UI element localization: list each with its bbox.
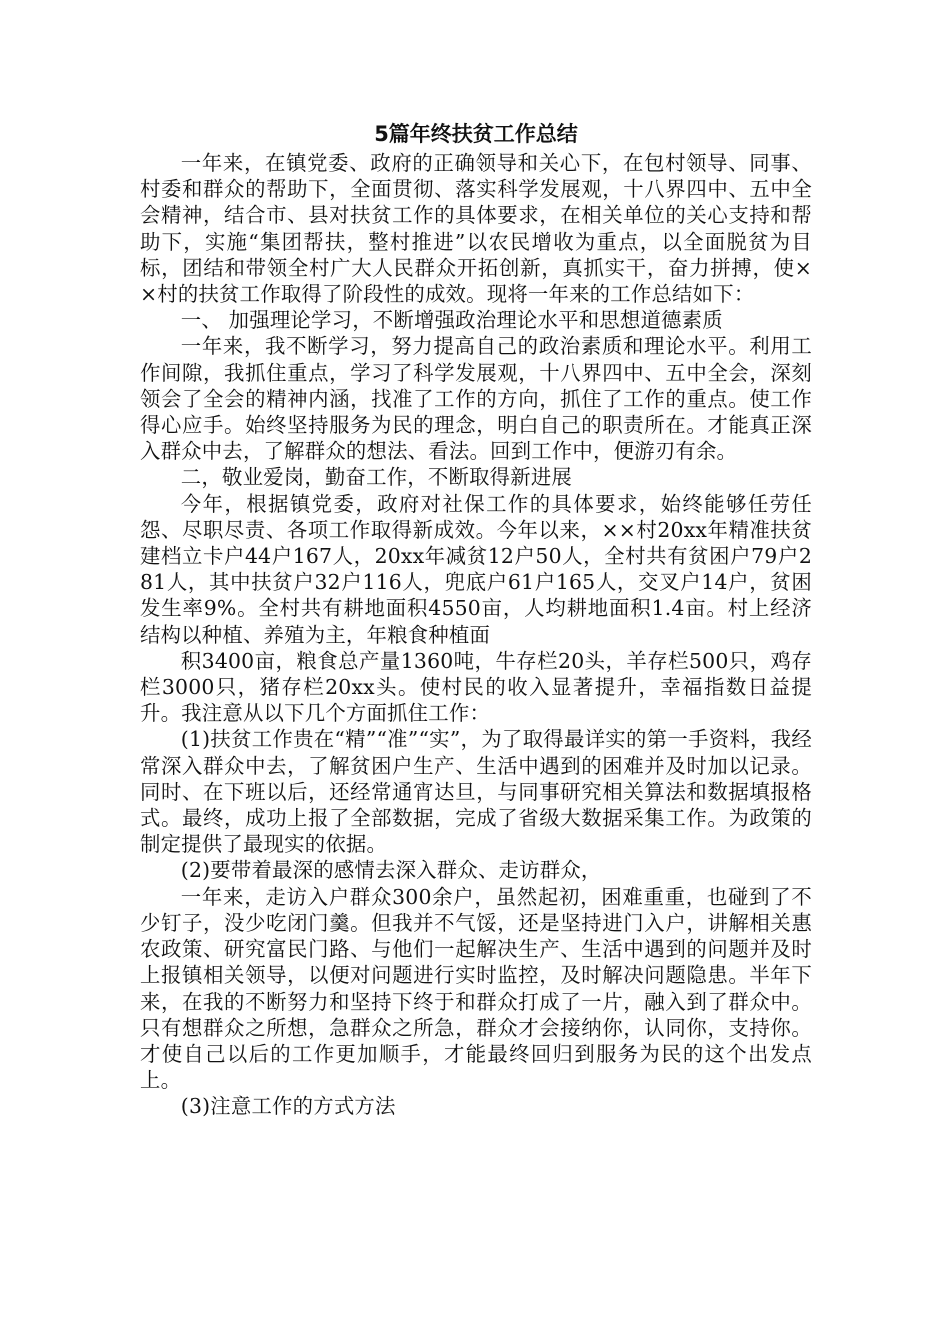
paragraph-progress: 今年，根据镇党委，政府对社保工作的具体要求，始终能够任劳任怨、尽职尽责、各项工作取得新成效。今年以来，××村20xx年精准扶贫建档立卡户44户167人，20xx年减贫12户50人，全村共有贫困户79户281人，其中扶贫户32户116人，兜底户61户165人，交叉户14户，贫困发生率9%。全村共有耕地面积4550亩，人均耕地面积1.4亩。村上经济结构以种植、养殖为主，年粮食种植面	[140, 491, 812, 647]
paragraph-intro: 一年来，在镇党委、政府的正确领导和关心下，在包村领导、同事、村委和群众的帮助下，全面贯彻、落实科学发展观，十八界四中、五中全会精神，结合市、县对扶贫工作的具体要求，在相关单位的关心支持和帮助下，实施“集团帮扶，整村推进”以农民增收为重点，以全面脱贫为目标，团结和带领全村广大人民群众开拓创新，真抓实干，奋力拼搏，使××村的扶贫工作取得了阶段性的成效。现将一年来的工作总结如下：	[140, 151, 812, 307]
paragraph-visits: 一年来，走访入户群众300余户，虽然起初，困难重重，也碰到了不少钉子，没少吃闭门羹。但我并不气馁，还是坚持进门入户，讲解相关惠农政策、研究富民门路、与他们一起解决生产、生活中遇到的问题并及时上报镇相关领导，以便对问题进行实时监控，及时解决问题隐患。半年下来，在我的不断努力和坚持下终于和群众打成了一片，融入到了群众中。只有想群众之所想，急群众之所急，群众才会接纳你，认同你，支持你。才使自己以后的工作更加顺手，才能最终回归到服务为民的这个出发点上。	[140, 884, 812, 1093]
paragraph-livestock: 积3400亩，粮食总产量1360吨，牛存栏20头，羊存栏500只，鸡存栏3000只，猪存栏20xx头。使村民的收入显著提升，幸福指数日益提升。我注意从以下几个方面抓住工作：	[140, 648, 812, 726]
section-heading-2: 二，敬业爱岗，勤奋工作，不断取得新进展	[180, 465, 573, 490]
paragraph-item-3: (3)注意工作的方式方法	[180, 1094, 396, 1119]
section-heading-1: 一、 加强理论学习，不断增强政治理论水平和思想道德素质	[180, 308, 723, 333]
document-page	[140, 118, 812, 1120]
paragraph-item-2: (2)要带着最深的感情去深入群众、走访群众，	[180, 858, 602, 883]
paragraph-study: 一年来，我不断学习，努力提高自己的政治素质和理论水平。利用工作间隙，我抓住重点，学习了科学发展观，十八界四中、五中全会，深刻领会了全会的精神内涵，找准了工作的方向，抓住了工作的重点。使工作得心应手。始终坚持服务为民的理念，明白自己的职责所在。才能真正深入群众中去，了解群众的想法、看法。回到工作中，便游刃有余。	[140, 334, 812, 464]
paragraph-item-1: (1)扶贫工作贵在“精”“准”“实”，为了取得最详实的第一手资料，我经常深入群众中去，了解贫困户生产、生活中遇到的困难并及时加以记录。同时、在下班以后，还经常通宵达旦，与同事研究相关算法和数据填报格式。最终，成功上报了全部数据，完成了省级大数据采集工作。为政策的制定提供了最现实的依据。	[140, 727, 812, 857]
document-title: 5篇年终扶贫工作总结	[374, 122, 578, 146]
